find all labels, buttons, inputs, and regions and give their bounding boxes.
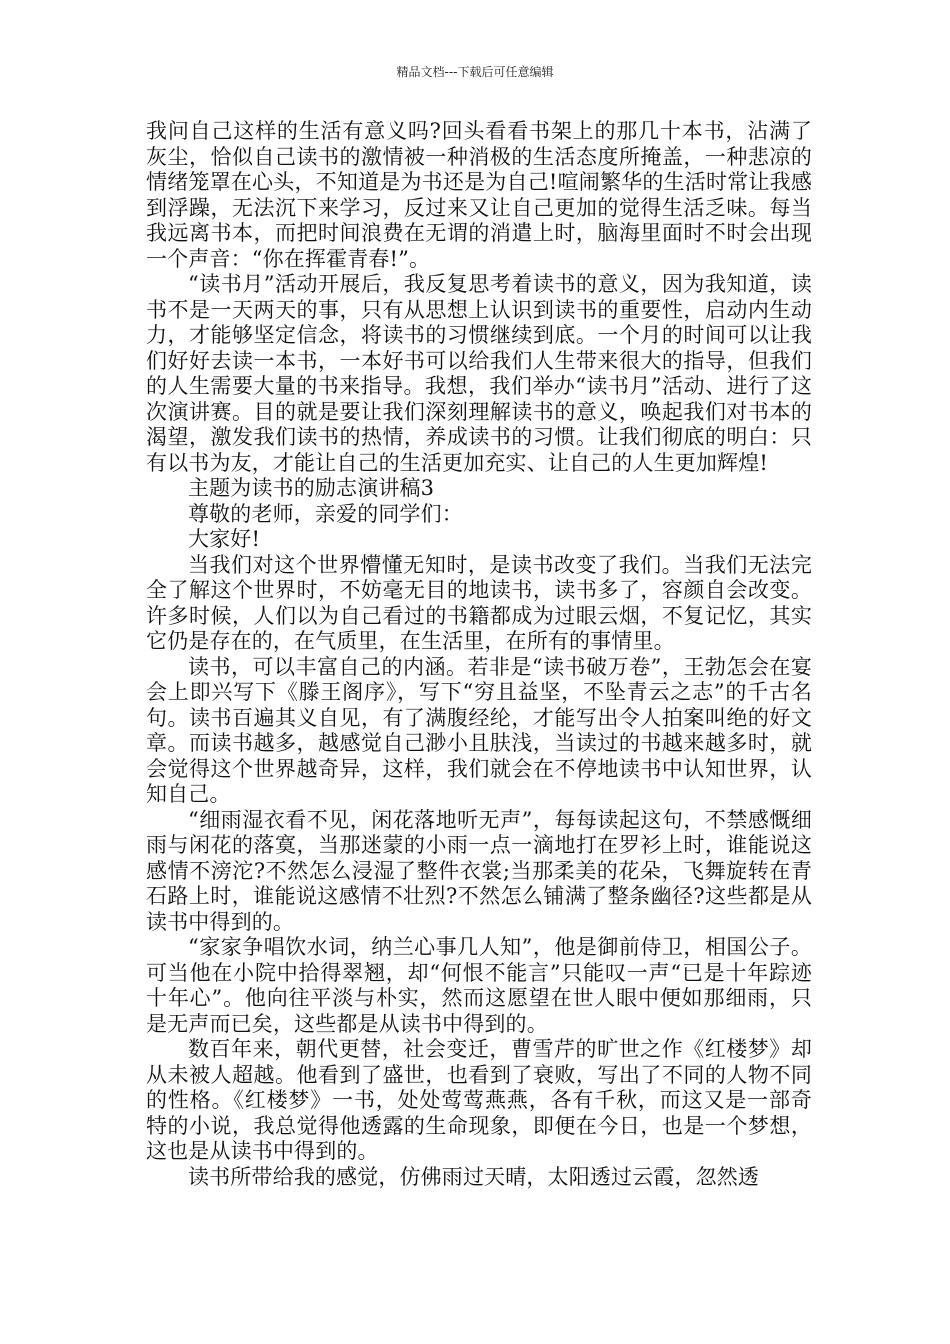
paragraph: “家家争唱饮水词，纳兰心事几人知”，他是御前侍卫，相国公子。可当他在小院中拾得翠翘，却“何恨不能言”只能叹一声“已是十年踪迹十年心”。他向往平淡与朴实，然而这愿望在世人眼中便如那细雨，只是无声而已矣，这些都是从读书中得到的。 bbox=[146, 935, 812, 1036]
greeting: 大家好! bbox=[188, 527, 261, 551]
paragraph: 读书所带给我的感觉，仿佛雨过天晴，太阳透过云霞，忽然透 bbox=[188, 1164, 760, 1189]
paragraph: “读书月”活动开展后，我反复思考着读书的意义，因为我知道，读书不是一天两天的事，只有从思想上认识到读书的重要性，启动内生动力，才能够坚定信念，将读书的习惯继续到底。一个月的时间可以让我们好好去读一本书，一本好书可以给我们人生带来很大的指导，但我们的人生需要大量的书来指导。我想，我们举办“读书月”活动、进行了这次演讲赛。目的就是要让我们深刻理解读书的意义，唤起我们对书本的渴望，激发我们读书的热情，养成读书的习惯。让我们彻底的明白：只有以书为友，才能让自己的生活更加充实、让自己的人生更加辉煌! bbox=[146, 272, 812, 475]
paragraph: 当我们对这个世界懵懂无知时，是读书改变了我们。当我们无法完全了解这个世界时，不妨毫无目的地读书，读书多了，容颜自会改变。许多时候，人们以为自己看过的书籍都成为过眼云烟，不复记忆，其实它仍是存在的，在气质里，在生活里，在所有的事情里。 bbox=[146, 552, 812, 653]
page-header: 精品文档---下载后可任意编辑 bbox=[396, 65, 554, 79]
section-title: 主题为读书的励志演讲稿3 bbox=[188, 476, 435, 500]
paragraph: 读书，可以丰富自己的内涵。若非是“读书破万卷”，王勃怎会在宴会上即兴写下《滕王阁序》，写下“穷且益坚，不坠青云之志”的千古名句。读书百遍其义自见，有了满腹经纶，才能写出令人拍案叫绝的好文章。而读书越多，越感觉自己渺小且肤浅，当读过的书越来越多时，就会觉得这个世界越奇异，这样，我们就会在不停地读书中认知世界，认知自己。 bbox=[146, 654, 812, 806]
document-body bbox=[146, 119, 812, 1190]
paragraph: 数百年来，朝代更替，社会变迁，曹雪芹的旷世之作《红楼梦》却从未被人超越。他看到了盛世，也看到了衰败，写出了不同的人物不同的性格。《红楼梦》一书，处处莺莺燕燕，各有千秋，而这又是一部奇特的小说，我总觉得他透露的生命现象，即便在今日，也是一个梦想，这也是从读书中得到的。 bbox=[146, 1037, 812, 1163]
salutation: 尊敬的老师，亲爱的同学们： bbox=[188, 501, 463, 526]
paragraph: 我问自己这样的生活有意义吗?回头看看书架上的那几十本书，沾满了灰尘，恰似自己读书的激情被一种消极的生活态度所掩盖，一种悲凉的情绪笼罩在心头，不知道是为书还是为自己!喧闹繁华的生活时常让我感到浮躁，无法沉下来学习，反过来又让自己更加的觉得生活乏味。每当我远离书本，而把时间浪费在无谓的消遣上时，脑海里面时不时会出现一个声音：“你在挥霍青春!”。 bbox=[146, 119, 812, 271]
paragraph: “细雨湿衣看不见，闲花落地听无声”，每每读起这句，不禁感慨细雨与闲花的落寞，当那迷蒙的小雨一点一滴地打在罗衫上时，谁能说这感情不滂沱?不然怎么浸湿了整件衣裳;当那柔美的花朵，飞舞旋转在青石路上时，谁能说这感情不壮烈?不然怎么铺满了整条幽径?这些都是从读书中得到的。 bbox=[146, 807, 812, 934]
